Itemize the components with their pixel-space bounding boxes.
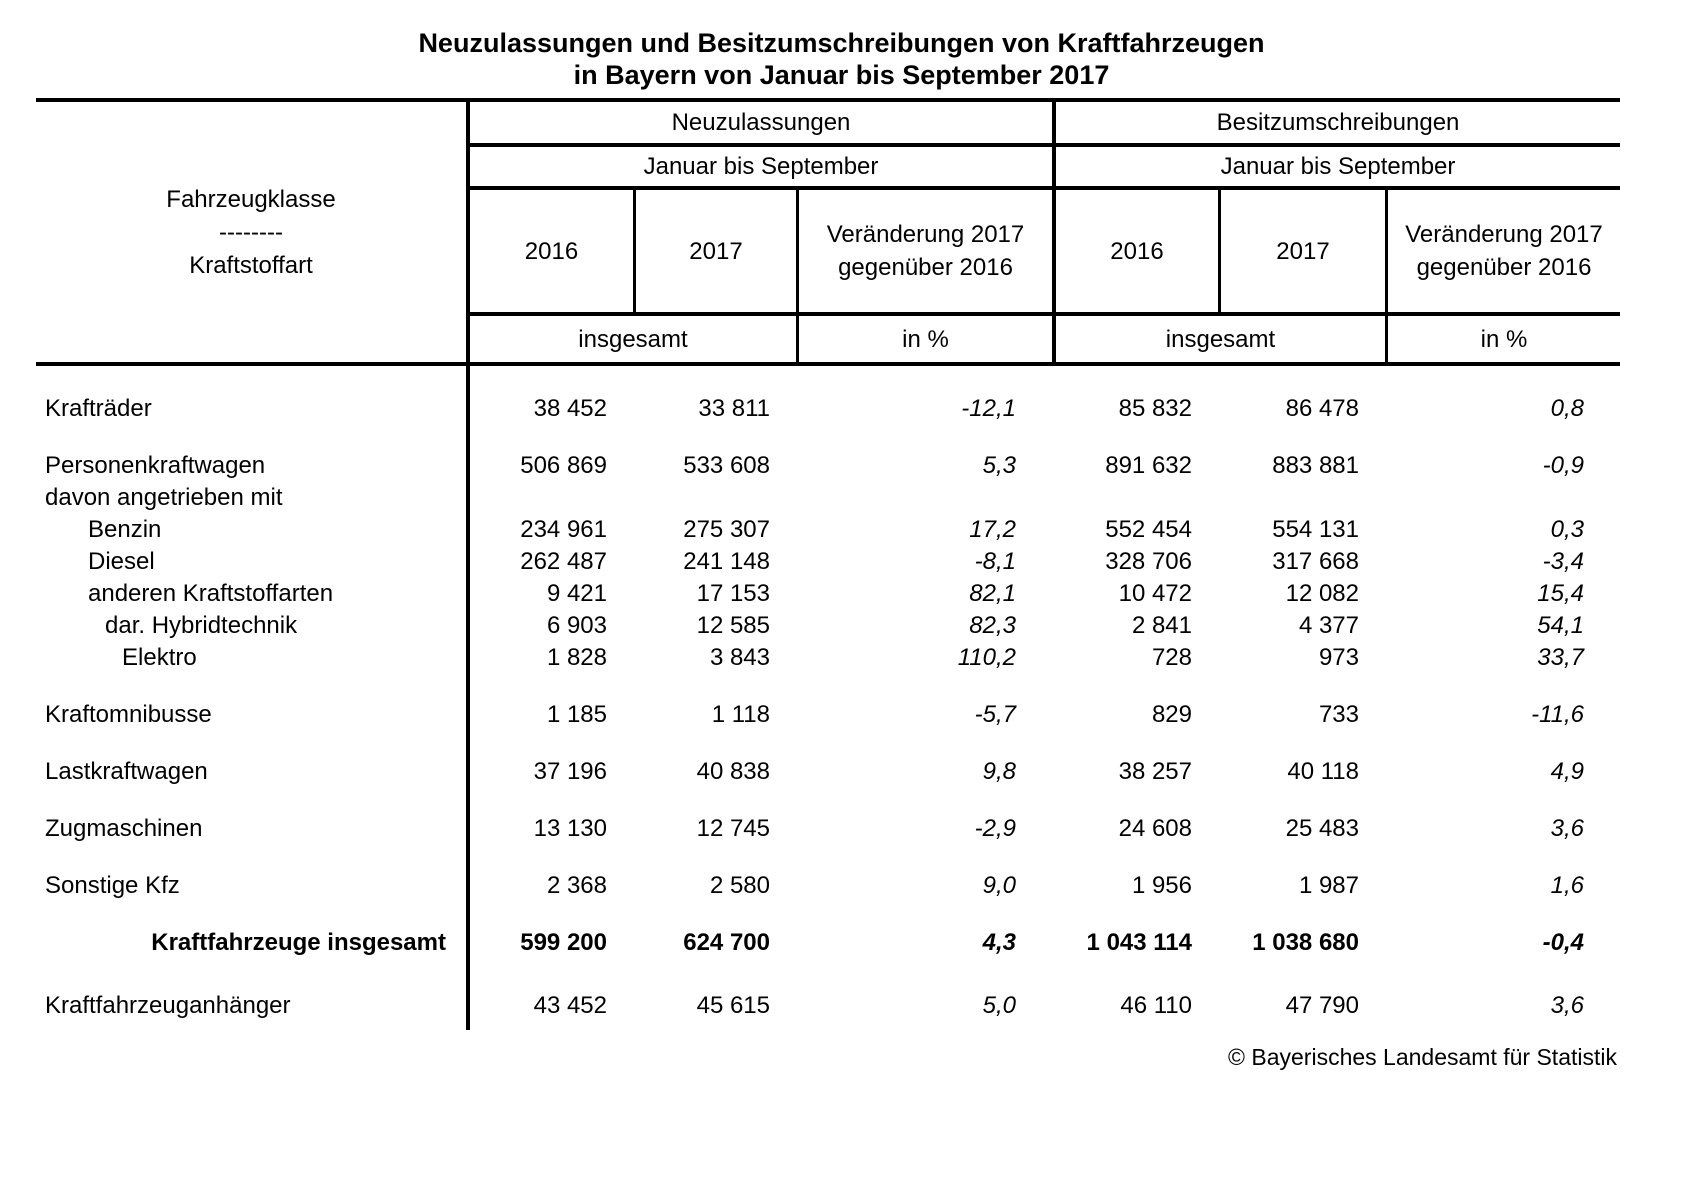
cell-bes-change: 0,8 [1550, 395, 1584, 422]
table-row [36, 610, 1620, 642]
row-label: Lastkraftwagen [45, 758, 208, 785]
table-row [36, 393, 1620, 425]
cell-neu-change: 9,8 [982, 758, 1016, 785]
cell-neu-2017: 33 811 [698, 395, 770, 422]
copyright-note: © Bayerisches Landesamt für Statistik [1228, 1044, 1617, 1070]
cell-neu-change: -8,1 [974, 548, 1016, 575]
cell-neu-2016: 38 452 [533, 395, 607, 422]
cell-neu-2016: 599 200 [520, 929, 607, 956]
period-head-besitzumschreibungen: Januar bis September [1052, 147, 1620, 190]
column-head-bes-2016: 2016 [1052, 190, 1218, 316]
cell-neu-change: -2,9 [974, 815, 1016, 842]
row-label: Kraftfahrzeuganhänger [45, 992, 291, 1019]
cell-bes-change: 4,9 [1550, 758, 1584, 785]
cell-neu-2016: 6 903 [546, 612, 607, 639]
row-label: Kraftfahrzeuge insgesamt [151, 929, 446, 956]
cell-neu-2016: 13 130 [533, 815, 607, 842]
cell-bes-change: 15,4 [1537, 580, 1584, 607]
cell-neu-change: 82,1 [969, 580, 1016, 607]
cell-neu-2017: 2 580 [709, 872, 770, 899]
cell-neu-2016: 2 368 [546, 872, 607, 899]
unit-head-neu-percent: in % [796, 316, 1052, 362]
cell-neu-2016: 234 961 [520, 516, 607, 543]
statistics-table-header [36, 98, 1620, 366]
cell-bes-2017: 40 118 [1287, 758, 1359, 785]
cell-neu-change: 110,2 [957, 644, 1016, 671]
cell-neu-2016: 1 828 [546, 644, 607, 671]
table-row [36, 514, 1620, 546]
cell-neu-change: 4,3 [982, 929, 1016, 956]
cell-neu-change: -12,1 [961, 395, 1016, 422]
table-row [36, 756, 1620, 788]
cell-neu-2017: 533 608 [683, 452, 770, 479]
cell-bes-2016: 24 608 [1118, 815, 1192, 842]
table-row [36, 927, 1620, 959]
cell-neu-change: 17,2 [969, 516, 1016, 543]
table-row [36, 699, 1620, 731]
period-head-neuzulassungen: Januar bis September [470, 147, 1052, 190]
cell-bes-2016: 10 472 [1118, 580, 1192, 607]
row-label: dar. Hybridtechnik [105, 612, 298, 639]
cell-bes-2017: 1 038 680 [1252, 929, 1359, 956]
row-label: anderen Kraftstoffarten [88, 580, 334, 607]
table-row [36, 482, 1620, 514]
cell-neu-2017: 12 585 [696, 612, 770, 639]
cell-bes-change: -11,6 [1531, 701, 1584, 728]
cell-bes-2016: 891 632 [1105, 452, 1192, 479]
cell-bes-2017: 25 483 [1285, 815, 1359, 842]
cell-bes-2017: 12 082 [1285, 580, 1359, 607]
row-head-divider: -------- [219, 218, 283, 246]
cell-bes-change: 3,6 [1550, 815, 1584, 842]
cell-bes-change: 1,6 [1550, 872, 1584, 899]
unit-head-bes-percent: in % [1385, 316, 1620, 362]
cell-bes-2016: 328 706 [1105, 548, 1192, 575]
cell-neu-2016: 43 452 [533, 992, 607, 1019]
cell-bes-2017: 883 881 [1272, 452, 1359, 479]
cell-neu-2017: 40 838 [696, 758, 770, 785]
table-row [36, 813, 1620, 845]
cell-bes-2017: 733 [1318, 701, 1359, 728]
table-row [36, 870, 1620, 902]
cell-neu-2017: 17 153 [696, 580, 770, 607]
unit-head-neu-total: insgesamt [578, 325, 688, 353]
cell-neu-2017: 45 615 [696, 992, 770, 1019]
cell-bes-change: 3,6 [1550, 992, 1584, 1019]
cell-neu-change: 5,0 [982, 992, 1016, 1019]
row-label: Personenkraftwagen [45, 452, 266, 479]
cell-bes-2017: 4 377 [1298, 612, 1359, 639]
cell-bes-change: -0,9 [1542, 452, 1584, 479]
title-line-2: in Bayern von Januar bis September 2017 [573, 60, 1110, 90]
cell-bes-2017: 86 478 [1285, 395, 1359, 422]
title-line-1: Neuzulassungen und Besitzumschreibungen von Kraftfahrzeugen [418, 28, 1265, 58]
cell-neu-change: 82,3 [969, 612, 1016, 639]
row-label: Benzin [88, 516, 162, 543]
cell-neu-2017: 1 118 [711, 701, 770, 728]
cell-bes-change: 54,1 [1537, 612, 1584, 639]
group-head-besitzumschreibungen: Besitzumschreibungen [1052, 102, 1620, 147]
column-head-bes-2017: 2017 [1218, 190, 1385, 316]
table-row [36, 546, 1620, 578]
cell-bes-2016: 829 [1151, 701, 1192, 728]
row-label: Kraftomnibusse [45, 701, 212, 728]
unit-head-bes-total: insgesamt [1052, 316, 1385, 362]
column-head-neu-2017: 2017 [633, 190, 796, 316]
cell-neu-2017: 12 745 [696, 815, 770, 842]
cell-bes-change: 0,3 [1550, 516, 1584, 543]
cell-neu-2017: 275 307 [683, 516, 770, 543]
cell-bes-2016: 552 454 [1105, 516, 1192, 543]
table-header-grid [36, 102, 1620, 362]
cell-bes-2017: 47 790 [1285, 992, 1359, 1019]
row-label: Elektro [122, 644, 197, 671]
cell-neu-change: -5,7 [974, 701, 1016, 728]
cell-bes-2016: 46 110 [1120, 992, 1192, 1019]
group-head-neuzulassungen: Neuzulassungen [470, 102, 1052, 147]
cell-bes-2016: 728 [1151, 644, 1192, 671]
column-head-neu-2016: 2016 [470, 190, 633, 316]
table-body [36, 366, 1620, 1030]
table-row [36, 642, 1620, 674]
column-head-neu-change: Veränderung 2017 gegenüber 2016 [796, 190, 1052, 316]
table-row [36, 990, 1620, 1022]
cell-neu-2017: 624 700 [683, 929, 770, 956]
cell-bes-2017: 317 668 [1272, 548, 1359, 575]
table-row [36, 450, 1620, 482]
cell-neu-2017: 241 148 [683, 548, 770, 575]
column-head-bes-change: Veränderung 2017 gegenüber 2016 [1385, 190, 1620, 316]
cell-neu-2016: 1 185 [546, 701, 607, 728]
cell-neu-2017: 3 843 [709, 644, 770, 671]
cell-neu-2016: 262 487 [520, 548, 607, 575]
cell-neu-change: 5,3 [982, 452, 1016, 479]
cell-neu-change: 9,0 [982, 872, 1016, 899]
cell-neu-2016: 9 421 [546, 580, 607, 607]
page-title [0, 0, 1683, 91]
cell-bes-2017: 554 131 [1272, 516, 1359, 543]
cell-bes-2017: 1 987 [1298, 872, 1359, 899]
cell-bes-2017: 973 [1318, 644, 1359, 671]
cell-bes-change: -3,4 [1542, 548, 1584, 575]
table-row [36, 578, 1620, 610]
cell-bes-2016: 1 043 114 [1086, 929, 1192, 956]
cell-neu-2016: 506 869 [520, 452, 607, 479]
cell-bes-2016: 38 257 [1118, 758, 1192, 785]
cell-bes-2016: 2 841 [1131, 612, 1192, 639]
cell-bes-change: -0,4 [1542, 929, 1584, 956]
cell-bes-2016: 1 956 [1131, 872, 1192, 899]
cell-neu-2016: 37 196 [533, 758, 607, 785]
row-label: davon angetrieben mit [45, 484, 283, 511]
cell-bes-2016: 85 832 [1118, 395, 1192, 422]
column-head-vehicle-class [36, 102, 470, 362]
row-label: Krafträder [45, 395, 152, 422]
row-label: Sonstige Kfz [45, 872, 180, 899]
cell-bes-change: 33,7 [1537, 644, 1584, 671]
row-label: Diesel [88, 548, 155, 575]
row-head-line-2: Kraftstoffart [189, 251, 313, 279]
row-head-line-1: Fahrzeugklasse [166, 185, 336, 213]
row-label: Zugmaschinen [45, 815, 203, 842]
